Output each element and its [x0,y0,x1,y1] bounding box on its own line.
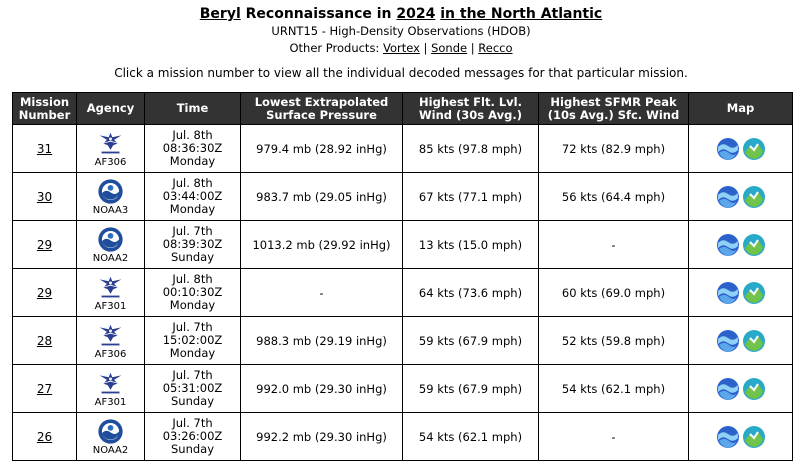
pressure-cell: 983.7 mb (29.05 inHg) [241,173,403,221]
sfmr-cell: - [539,413,689,461]
mission-number-link[interactable]: 27 [36,381,53,396]
weekday: Monday [169,154,216,168]
time: 05:31:00Z [162,381,223,395]
google-earth-icon[interactable] [716,185,740,209]
map-cell [689,365,793,413]
time-cell [145,221,241,269]
table-row [13,317,793,365]
air-force-logo-icon [97,274,124,301]
col-sfmr: Highest SFMR Peak (10s Avg.) Sfc. Wind [539,93,689,125]
sfmr-cell: 60 kts (69.0 mph) [539,269,689,317]
col-mission-number: Mission Number [13,93,77,125]
date: Jul. 7th [172,416,213,430]
col-flight-wind: Highest Flt. Lvl. Wind (30s Avg.) [403,93,539,125]
noaa-logo-icon [97,226,124,253]
other-products-label: Other Products: [289,41,383,55]
flight-wind-cell: 54 kts (62.1 mph) [403,413,539,461]
agency-label: NOAA3 [92,204,129,216]
weekday: Sunday [170,394,215,408]
time-cell [145,269,241,317]
sfmr-cell: 52 kts (59.8 mph) [539,317,689,365]
weekday: Monday [169,346,216,360]
pressure-cell: 1013.2 mb (29.92 inHg) [241,221,403,269]
time: 03:44:00Z [162,189,223,203]
mission-number-cell [13,413,77,461]
mission-number-link[interactable]: 29 [36,237,53,252]
agency-label: NOAA2 [92,444,129,456]
google-earth-icon[interactable] [716,425,740,449]
time: 08:39:30Z [162,237,223,251]
date: Jul. 7th [172,224,213,238]
time-cell [145,125,241,173]
table-row [13,173,793,221]
table-row [13,413,793,461]
flight-wind-cell: 13 kts (15.0 mph) [403,221,539,269]
mission-number-link[interactable]: 26 [36,429,53,444]
date: Jul. 8th [172,272,213,286]
date: Jul. 7th [172,320,213,334]
air-force-logo-icon [97,130,124,157]
weekday: Monday [169,202,216,216]
title-text: Reconnaissance in [240,6,397,22]
date: Jul. 7th [172,368,213,382]
map-cell [689,125,793,173]
map-view-icon[interactable] [742,137,766,161]
time-cell [145,317,241,365]
air-force-logo-icon [97,370,124,397]
agency-cell [77,317,145,365]
missions-table [12,92,793,461]
flight-wind-cell: 67 kts (77.1 mph) [403,173,539,221]
date: Jul. 8th [172,128,213,142]
time: 08:36:30Z [162,141,223,155]
mission-number-link[interactable]: 28 [36,333,53,348]
noaa-logo-icon [97,418,124,445]
time-cell [145,413,241,461]
other-products [0,41,802,55]
google-earth-icon[interactable] [716,281,740,305]
sonde-link[interactable]: Sonde [431,41,468,55]
time: 03:26:00Z [162,429,223,443]
agency-label: AF306 [94,156,127,168]
instructions: Click a mission number to view all the individual decoded messages for that particular mission. [114,66,688,80]
agency-label: NOAA2 [92,252,129,264]
agency-cell [77,221,145,269]
map-view-icon[interactable] [742,329,766,353]
mission-number-link[interactable]: 31 [36,141,53,156]
agency-cell [77,413,145,461]
agency-label: AF301 [94,396,127,408]
mission-number-cell [13,173,77,221]
map-view-icon[interactable] [742,425,766,449]
table-row [13,365,793,413]
time: 15:02:00Z [162,333,223,347]
pressure-cell: 992.0 mb (29.30 inHg) [241,365,403,413]
flight-wind-cell: 59 kts (67.9 mph) [403,365,539,413]
map-cell [689,413,793,461]
noaa-logo-icon [97,178,124,205]
basin-link[interactable]: in the North Atlantic [440,6,603,22]
pressure-cell: 979.4 mb (28.92 inHg) [241,125,403,173]
weekday: Monday [169,298,216,312]
product-subtitle: URNT15 - High-Density Observations (HDOB) [271,24,531,38]
air-force-logo-icon [97,322,124,349]
col-pressure: Lowest Extrapolated Surface Pressure [241,93,403,125]
agency-label: AF301 [94,300,127,312]
table-row [13,221,793,269]
mission-number-cell [13,317,77,365]
map-cell [689,221,793,269]
separator: | [467,41,479,55]
google-earth-icon[interactable] [716,377,740,401]
map-view-icon[interactable] [742,233,766,257]
agency-label: AF306 [94,348,127,360]
sfmr-cell: 54 kts (62.1 mph) [539,365,689,413]
mission-number-link[interactable]: 29 [36,285,53,300]
header-row [13,93,793,125]
col-agency: Agency [77,93,145,125]
mission-number-link[interactable]: 30 [36,189,53,204]
table-row [13,269,793,317]
mission-number-cell [13,221,77,269]
google-earth-icon[interactable] [716,329,740,353]
sfmr-cell: - [539,221,689,269]
mission-number-cell [13,125,77,173]
storm-link[interactable]: Beryl [199,6,241,22]
col-time: Time [145,93,241,125]
year-link[interactable]: 2024 [396,6,436,22]
weekday: Sunday [170,250,215,264]
flight-wind-cell: 64 kts (73.6 mph) [403,269,539,317]
pressure-cell: 988.3 mb (29.19 inHg) [241,317,403,365]
page-title [0,6,802,22]
flight-wind-cell: 59 kts (67.9 mph) [403,317,539,365]
flight-wind-cell: 85 kts (97.8 mph) [403,125,539,173]
map-cell [689,317,793,365]
recco-link[interactable]: Recco [478,41,513,55]
map-view-icon[interactable] [742,185,766,209]
google-earth-icon[interactable] [716,233,740,257]
agency-cell [77,269,145,317]
separator: | [419,41,432,55]
google-earth-icon[interactable] [716,137,740,161]
sfmr-cell: 56 kts (64.4 mph) [539,173,689,221]
pressure-cell: - [241,269,403,317]
time-cell [145,173,241,221]
time: 00:10:30Z [162,285,223,299]
map-view-icon[interactable] [742,377,766,401]
map-cell [689,269,793,317]
sfmr-cell: 72 kts (82.9 mph) [539,125,689,173]
col-map: Map [689,93,793,125]
map-cell [689,173,793,221]
time-cell [145,365,241,413]
vortex-link[interactable]: Vortex [382,41,420,55]
agency-cell [77,125,145,173]
mission-number-cell [13,365,77,413]
mission-number-cell [13,269,77,317]
agency-cell [77,173,145,221]
pressure-cell: 992.2 mb (29.30 inHg) [241,413,403,461]
date: Jul. 8th [172,176,213,190]
map-view-icon[interactable] [742,281,766,305]
weekday: Sunday [170,442,215,456]
table-row [13,125,793,173]
agency-cell [77,365,145,413]
